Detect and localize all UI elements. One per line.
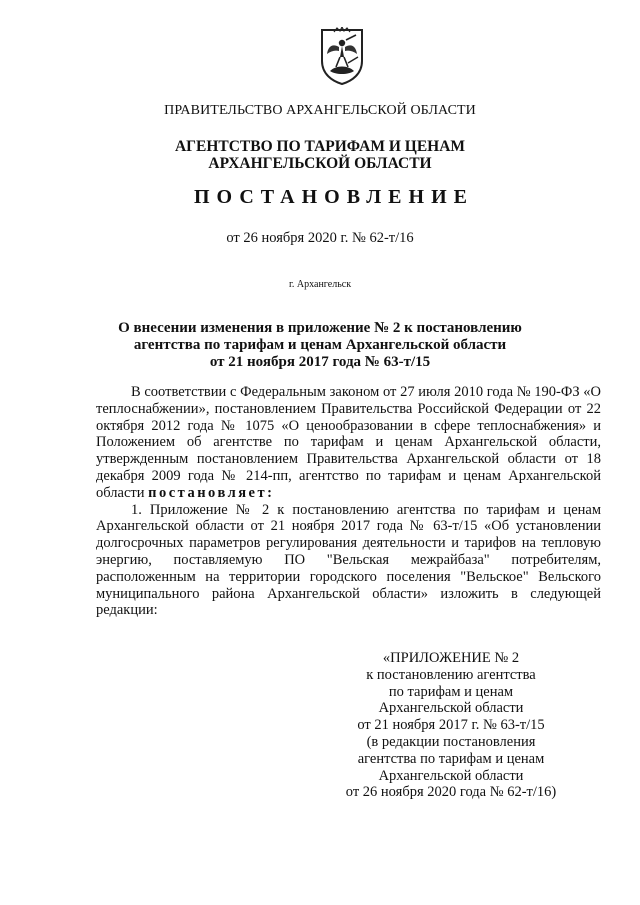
body-paragraph-1 [96,384,601,502]
document-date-number: от 26 ноября 2020 г. № 62-т/16 [226,230,414,246]
government-name: ПРАВИТЕЛЬСТВО АРХАНГЕЛЬСКОЙ ОБЛАСТИ [164,103,476,118]
coat-of-arms-emblem [318,27,366,85]
document-body [96,384,601,619]
appendix-heading-block [328,650,574,801]
document-type-title: ПОСТАНОВЛЕНИЕ [194,186,474,208]
appendix-line: (в редакции постановления [366,733,536,750]
document-city: г. Архангельск [288,279,352,290]
appendix-line: «ПРИЛОЖЕНИЕ № 2 [382,650,520,666]
appendix-line: от 26 ноября 2020 года № 62-т/16) [345,784,557,801]
appendix-line: Архангельской области [378,767,524,784]
resolves-emphasis: постановляет [148,484,268,501]
subject-line3: от 21 ноября 2017 года № 63-т/15 [209,354,431,370]
paragraph1-text: В соответствии с Федеральным законом от 27 июля 2010 года № 190-ФЗ «О теплоснабжении», постановлением Правительства Российской Федерации от 22 октября 2012 года № 1075 «О ценообразовании в сфере теплоснабжения» и Положением об агентстве по тарифам и ценам Архангельской области, утвержденным постановлением Правительства Архангельской области от 18 декабря 2009 года № 214-пп, агентство по тарифам и ценам Архангельской области [96,384,601,501]
subject-line1: О внесении изменения в приложение № 2 к постановлению [118,320,522,336]
appendix-line: по тарифам и ценам [388,683,514,700]
agency-name-line1: АГЕНТСТВО ПО ТАРИФАМ И ЦЕНАМ [174,138,466,155]
agency-name-line2: АРХАНГЕЛЬСКОЙ ОБЛАСТИ [208,155,432,172]
appendix-line: к постановлению агентства [366,666,536,683]
subject-line2: агентства по тарифам и ценам Архангельской области [133,337,507,353]
body-paragraph-2: 1. Приложение № 2 к постановлению агентства по тарифам и ценам Архангельской области от 21 ноября 2017 года № 63-т/15 «Об установлении долгосрочных параметров регулирования деятельности и тарифов на тепловую энергию, поставляемую ПО "Вельская межрайбаза" потребителям, расположенным на территории городского поселения "Вельское" Вельского муниципального района Архангельской области» изложить в следующей редакции: [96,501,601,619]
appendix-line: от 21 ноября 2017 г. № 63-т/15 [357,717,545,734]
paragraph1-colon: : [267,484,272,501]
appendix-line: Архангельской области [378,700,524,717]
appendix-line: агентства по тарифам и ценам [357,750,545,767]
